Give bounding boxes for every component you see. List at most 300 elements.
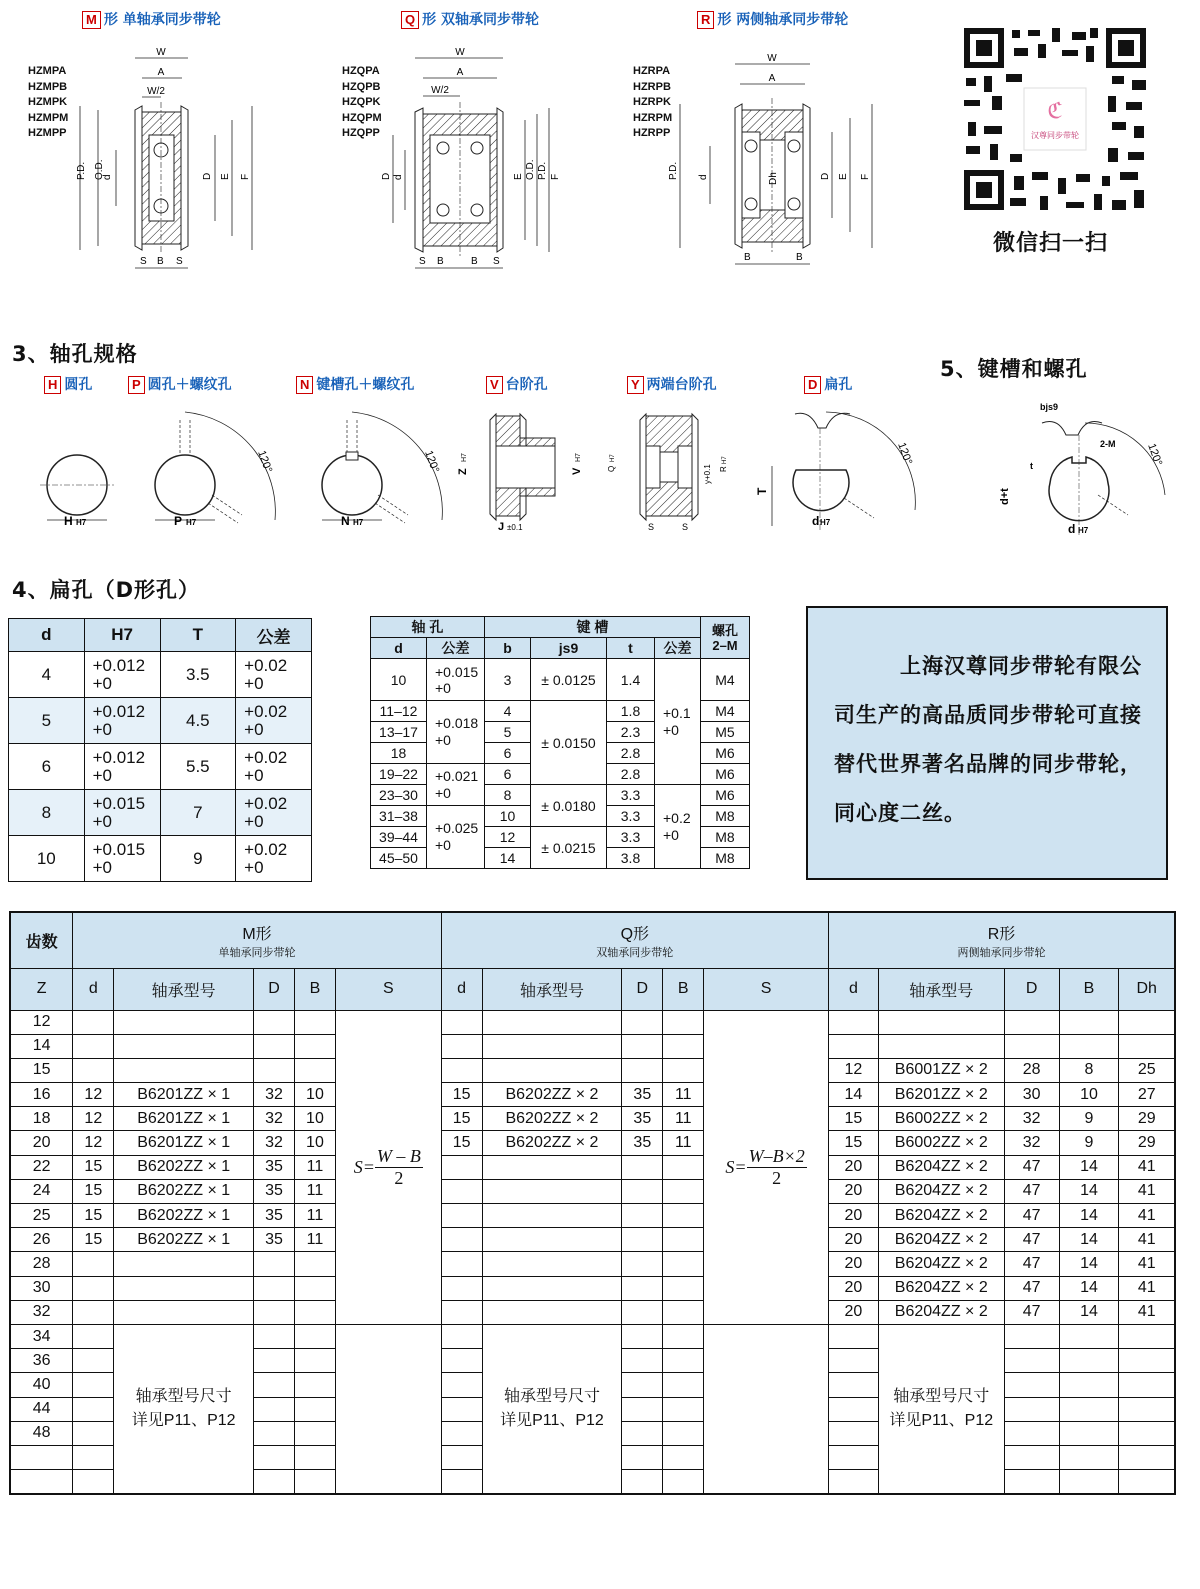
cell: 3.3 — [607, 785, 655, 806]
r-title: R形 — [987, 925, 1016, 943]
keyway-table — [370, 616, 750, 869]
cell — [254, 1252, 295, 1276]
code: HZRPB — [633, 80, 671, 93]
code: HZMPK — [28, 96, 68, 108]
cell: 11–12 — [371, 701, 427, 722]
section5-title: 5、键槽和螺孔 — [940, 357, 1088, 381]
cell — [828, 1010, 878, 1034]
cell — [1004, 1421, 1059, 1445]
cell — [236, 744, 312, 790]
cell: 41 — [1119, 1276, 1175, 1300]
cell: 14 — [1059, 1155, 1119, 1179]
tol-lower: +0 — [92, 719, 112, 739]
ref-line: 轴承型号尺寸 — [135, 1387, 232, 1405]
cell — [622, 1058, 663, 1082]
cell: B6201ZZ × 1 — [114, 1083, 254, 1107]
cell: B6201ZZ × 1 — [114, 1107, 254, 1131]
cell: 8 — [485, 785, 531, 806]
type-q-letter: Q — [401, 11, 419, 29]
cell: 32 — [10, 1300, 73, 1324]
angle-120: 120° — [255, 448, 275, 475]
bore-n-label — [296, 374, 414, 394]
cell: 20 — [828, 1300, 878, 1324]
cell: 24 — [10, 1179, 73, 1203]
m-title: M形 — [242, 925, 272, 943]
cell: B6201ZZ × 2 — [878, 1083, 1004, 1107]
cell: 20 — [10, 1131, 73, 1155]
dim-s: S — [176, 256, 183, 267]
cell — [294, 1373, 335, 1397]
bore-name: 圆孔＋螺纹孔 — [147, 377, 232, 393]
dim-e: E — [220, 173, 231, 180]
cell — [622, 1155, 663, 1179]
cell — [1059, 1397, 1119, 1421]
code: HZRPM — [633, 111, 673, 124]
cell: 35 — [254, 1204, 295, 1228]
bore-name: 扁孔 — [824, 377, 853, 393]
cell — [441, 1373, 482, 1397]
cell — [663, 1058, 704, 1082]
table-row — [10, 1300, 1175, 1324]
cell: B6001ZZ × 2 — [878, 1058, 1004, 1082]
tol-upper: +0.025 — [435, 820, 479, 836]
cell: 32 — [1004, 1131, 1059, 1155]
dim-s: S — [682, 522, 689, 532]
tol-upper: +0.02 — [244, 655, 288, 675]
cell: 6 — [485, 743, 531, 764]
dim-a: A — [768, 73, 776, 84]
tol-lower: +0 — [435, 784, 451, 801]
cell — [441, 1204, 482, 1228]
cell — [1119, 1373, 1175, 1397]
tol-upper: +0.02 — [244, 839, 288, 859]
dim-r: R — [719, 466, 728, 472]
col-header: B — [1059, 968, 1119, 1010]
bore-v-label — [486, 374, 548, 394]
dim-h7: H7 — [610, 454, 616, 462]
dim-b: B — [157, 256, 164, 267]
dim-d: d — [393, 174, 404, 180]
cell — [1119, 1445, 1175, 1469]
cell — [1059, 1324, 1119, 1348]
table-row — [10, 1083, 1175, 1107]
cell — [1059, 1034, 1119, 1058]
cell: 29 — [1119, 1131, 1175, 1155]
cell: M6 — [701, 785, 750, 806]
type-r-title: 形 两侧轴承同步带轮 — [717, 12, 849, 28]
cell — [1059, 1445, 1119, 1469]
col-header: d — [371, 638, 427, 659]
dim-j-tol: ±0.1 — [507, 523, 523, 532]
cell: B6202ZZ × 2 — [482, 1083, 622, 1107]
cell: B6204ZZ × 2 — [878, 1300, 1004, 1324]
cell — [1059, 1470, 1119, 1494]
cell — [663, 1034, 704, 1058]
dim-w: W — [455, 47, 465, 58]
cell: 6 — [485, 764, 531, 785]
type-m-title: 形 单轴承同步带轮 — [103, 12, 221, 28]
cell — [254, 1324, 295, 1348]
cell: 32 — [254, 1107, 295, 1131]
col-header: D — [254, 968, 295, 1010]
qr-caption: 微信扫一扫 — [993, 231, 1109, 256]
cell — [1119, 1034, 1175, 1058]
cell: 15 — [73, 1204, 114, 1228]
cell: 15 — [441, 1107, 482, 1131]
cell — [441, 1010, 482, 1034]
dim-h: H — [64, 514, 73, 528]
cell — [1059, 1349, 1119, 1373]
dim-pd: P.D. — [76, 161, 87, 180]
cell: 6 — [9, 744, 85, 790]
q-title: Q形 — [620, 925, 650, 943]
cell: 23–30 — [371, 785, 427, 806]
dim-d: d — [698, 174, 709, 180]
bore-y-label — [627, 374, 717, 394]
cell: M8 — [701, 827, 750, 848]
cell — [441, 1034, 482, 1058]
cell — [1004, 1010, 1059, 1034]
tol-upper: +0.018 — [435, 715, 479, 731]
cell — [254, 1058, 295, 1082]
dim-h7: H7 — [575, 453, 582, 462]
dim-f: F — [860, 173, 871, 180]
ref-line: 详见P11、P12 — [131, 1411, 236, 1429]
bore-p-label — [128, 374, 232, 394]
cell — [441, 1228, 482, 1252]
dim-e: E — [513, 173, 524, 180]
cell — [254, 1470, 295, 1494]
svg-text:ℭ: ℭ — [1047, 98, 1063, 123]
cell — [655, 785, 701, 869]
cell — [294, 1421, 335, 1445]
cell: B6202ZZ × 1 — [114, 1204, 254, 1228]
bore-letter: P — [128, 376, 145, 394]
table-row — [10, 1034, 1175, 1058]
cell: 8 — [9, 790, 85, 836]
cell: 39–44 — [371, 827, 427, 848]
dim-f: F — [240, 173, 251, 180]
cell: 10 — [294, 1107, 335, 1131]
code: HZQPA — [342, 65, 380, 77]
cell — [441, 1252, 482, 1276]
cell — [84, 698, 160, 744]
cell — [254, 1349, 295, 1373]
cell — [84, 836, 160, 882]
code: HZRPP — [633, 127, 671, 139]
table-row — [10, 1324, 1175, 1348]
cell: B6002ZZ × 2 — [878, 1107, 1004, 1131]
dim-p: P — [174, 514, 183, 528]
cell — [828, 1034, 878, 1058]
cell: 10 — [485, 806, 531, 827]
tol-lower: +0 — [435, 732, 451, 748]
cell — [1119, 1324, 1175, 1348]
formula-den: 2 — [772, 1167, 782, 1188]
qr-code — [962, 26, 1148, 212]
cell — [427, 701, 485, 764]
cell: 12 — [73, 1107, 114, 1131]
cell — [441, 1179, 482, 1203]
qr-code-icon — [962, 26, 1148, 212]
col-header: 轴承型号 — [482, 968, 622, 1010]
dim-z: Z — [457, 468, 469, 475]
cell: 30 — [10, 1276, 73, 1300]
company-note: 上海汉尊同步带轮有限公司生产的高品质同步带轮可直接替代世界著名品牌的同步带轮，同心度二丝。 — [806, 606, 1168, 880]
cell — [828, 1373, 878, 1397]
cell: 20 — [828, 1155, 878, 1179]
cell — [294, 1034, 335, 1058]
code: HZRPK — [633, 96, 671, 108]
cell — [1119, 1010, 1175, 1034]
cell — [622, 1276, 663, 1300]
cell: 14 — [1059, 1179, 1119, 1203]
cell — [482, 1204, 622, 1228]
cell: 28 — [10, 1252, 73, 1276]
cell: 13–17 — [371, 722, 427, 743]
cell: 14 — [485, 848, 531, 869]
col-header: T — [160, 619, 236, 652]
drawing-m — [60, 40, 280, 280]
cell — [1119, 1397, 1175, 1421]
cell: 47 — [1004, 1252, 1059, 1276]
bearing-ref-r — [878, 1324, 1004, 1493]
cell — [1059, 1373, 1119, 1397]
cell — [73, 1445, 114, 1469]
table-row — [9, 790, 312, 836]
col-header: d — [73, 968, 114, 1010]
tol-upper: +0.02 — [244, 747, 288, 767]
dim-d: d — [1068, 522, 1076, 536]
cell: 31–38 — [371, 806, 427, 827]
dim-pd: P.D. — [537, 161, 548, 180]
cell — [663, 1155, 704, 1179]
cell — [427, 659, 485, 701]
cell: 14 — [1059, 1252, 1119, 1276]
cell — [1004, 1397, 1059, 1421]
cell: 1.8 — [607, 701, 655, 722]
col-header: d — [441, 968, 482, 1010]
cell: 27 — [1119, 1083, 1175, 1107]
dim-s: S — [140, 256, 147, 267]
dim-h7: H7 — [1078, 526, 1089, 535]
cell: 41 — [1119, 1155, 1175, 1179]
cell — [482, 1228, 622, 1252]
cell — [1004, 1034, 1059, 1058]
type-m-letter: M — [82, 11, 101, 29]
cell — [441, 1058, 482, 1082]
angle-120: 120° — [1145, 441, 1165, 468]
cell — [254, 1034, 295, 1058]
cell: 32 — [254, 1083, 295, 1107]
cell — [73, 1252, 114, 1276]
cell — [622, 1349, 663, 1373]
col-header: B — [663, 968, 704, 1010]
cell: 14 — [1059, 1228, 1119, 1252]
cell — [663, 1179, 704, 1203]
type-r-header — [697, 9, 848, 29]
cell: 1.4 — [607, 659, 655, 701]
tol-upper: +0.2 — [663, 809, 691, 826]
cell — [1059, 1010, 1119, 1034]
cell: 9 — [160, 836, 236, 882]
dim-e: E — [838, 173, 849, 180]
col-header: D — [622, 968, 663, 1010]
cell — [441, 1397, 482, 1421]
cell — [663, 1204, 704, 1228]
tol-lower: +0 — [244, 719, 264, 739]
col-header: B — [294, 968, 335, 1010]
cell: 18 — [371, 743, 427, 764]
cell: 4.5 — [160, 698, 236, 744]
cell — [441, 1324, 482, 1348]
cell — [622, 1034, 663, 1058]
cell: 30 — [1004, 1083, 1059, 1107]
bore-letter: H — [44, 376, 61, 394]
formula-s-m: S= $\frac{W - B}{2}$ — [335, 1010, 441, 1324]
cell — [114, 1034, 254, 1058]
code: HZMPM — [28, 111, 69, 124]
cell — [114, 1010, 254, 1034]
cell: 3.5 — [160, 652, 236, 698]
cell — [663, 1010, 704, 1034]
table-row — [10, 1228, 1175, 1252]
cell: 11 — [294, 1155, 335, 1179]
dim-n: N — [341, 514, 350, 528]
cell: 47 — [1004, 1179, 1059, 1203]
cell — [236, 698, 312, 744]
dim-w2: W/2 — [431, 85, 449, 96]
dim-2m: 2-M — [1100, 439, 1116, 449]
cell: 2.3 — [607, 722, 655, 743]
cell: B6204ZZ × 2 — [878, 1204, 1004, 1228]
cell: 11 — [663, 1107, 704, 1131]
section3-title: 3、轴孔规格 — [12, 342, 138, 366]
cell: 14 — [1059, 1204, 1119, 1228]
tol-lower: +0 — [244, 765, 264, 785]
cell — [236, 790, 312, 836]
formula-lhs: S — [353, 1156, 363, 1177]
table-row — [10, 1107, 1175, 1131]
dim-t: t — [1030, 461, 1033, 471]
tol-lower: +0 — [92, 857, 112, 877]
cell: 3.3 — [607, 827, 655, 848]
table-row — [10, 1179, 1175, 1203]
cell — [482, 1058, 622, 1082]
dim-s: S — [419, 256, 426, 267]
dim-v: V — [571, 467, 583, 475]
section4-title: 4、扁孔（D形孔） — [12, 578, 201, 602]
tol-upper: +0.021 — [435, 767, 479, 784]
cell: ± 0.0125 — [531, 659, 607, 701]
formula-lhs: S — [725, 1156, 735, 1177]
cell: B6204ZZ × 2 — [878, 1179, 1004, 1203]
keyway-drawing — [990, 395, 1190, 545]
cell: B6202ZZ × 2 — [482, 1131, 622, 1155]
dim-b: B — [437, 256, 444, 267]
cell — [622, 1179, 663, 1203]
cell: B6002ZZ × 2 — [878, 1131, 1004, 1155]
dim-h7: H7 — [76, 518, 87, 527]
cell: M6 — [701, 764, 750, 785]
formula-num: W – B — [376, 1145, 421, 1166]
cell: 14 — [10, 1034, 73, 1058]
cell — [441, 1421, 482, 1445]
cell — [482, 1034, 622, 1058]
dim-od: O.D. — [94, 159, 105, 180]
cell: 15 — [828, 1107, 878, 1131]
tol-upper: +0.015 — [435, 663, 479, 680]
code: HZQPK — [342, 96, 381, 108]
h-shaft: 轴 孔 — [371, 617, 485, 638]
h-teeth: 齿数 — [10, 912, 73, 968]
cell: 10 — [371, 659, 427, 701]
cell: 15 — [73, 1228, 114, 1252]
col-header: Z — [10, 968, 73, 1010]
cell — [254, 1010, 295, 1034]
cell: 7 — [160, 790, 236, 836]
cell — [73, 1373, 114, 1397]
cell: 15 — [10, 1058, 73, 1082]
cell — [254, 1300, 295, 1324]
tol-upper: +0.012 — [92, 701, 146, 721]
cell: 15 — [828, 1131, 878, 1155]
cell — [254, 1276, 295, 1300]
tol-lower: +0 — [92, 765, 112, 785]
col-header: D — [1004, 968, 1059, 1010]
cell: 15 — [441, 1131, 482, 1155]
col-header: 公差 — [236, 619, 312, 652]
cell — [441, 1155, 482, 1179]
table-row — [9, 698, 312, 744]
dim-h7: H7 — [820, 518, 831, 527]
ref-line: 轴承型号尺寸 — [893, 1387, 990, 1405]
cell: 9 — [1059, 1107, 1119, 1131]
bore-d-label — [804, 374, 852, 394]
cell: 35 — [622, 1131, 663, 1155]
tol-lower: +0 — [244, 811, 264, 831]
cell — [655, 659, 701, 785]
dim-a: A — [157, 67, 165, 78]
cell: 15 — [73, 1179, 114, 1203]
bore-name: 圆孔 — [64, 377, 93, 393]
cell — [622, 1228, 663, 1252]
cell: 14 — [1059, 1300, 1119, 1324]
cell: 2.8 — [607, 764, 655, 785]
cell — [294, 1276, 335, 1300]
dim-d: d — [102, 174, 113, 180]
col-header: 轴承型号 — [114, 968, 254, 1010]
tol-lower: +0 — [663, 721, 679, 738]
dim-h7: H7 — [353, 518, 364, 527]
cell — [828, 1445, 878, 1469]
dim-h7: H7 — [722, 456, 728, 464]
cell: 12 — [10, 1010, 73, 1034]
cell — [622, 1252, 663, 1276]
cell — [294, 1445, 335, 1469]
m-sub: 单轴承同步带轮 — [218, 946, 296, 959]
bore-name: 键槽孔＋螺纹孔 — [316, 377, 415, 393]
cell: 45–50 — [371, 848, 427, 869]
code: HZQPB — [342, 80, 381, 93]
ref-line: 详见P11、P12 — [889, 1411, 994, 1429]
cell: 35 — [254, 1179, 295, 1203]
dim-a: A — [456, 67, 464, 78]
empty-s — [335, 1324, 441, 1493]
dim-b: B — [471, 256, 478, 267]
col-header: t — [607, 638, 655, 659]
ref-line: 轴承型号尺寸 — [503, 1387, 600, 1405]
